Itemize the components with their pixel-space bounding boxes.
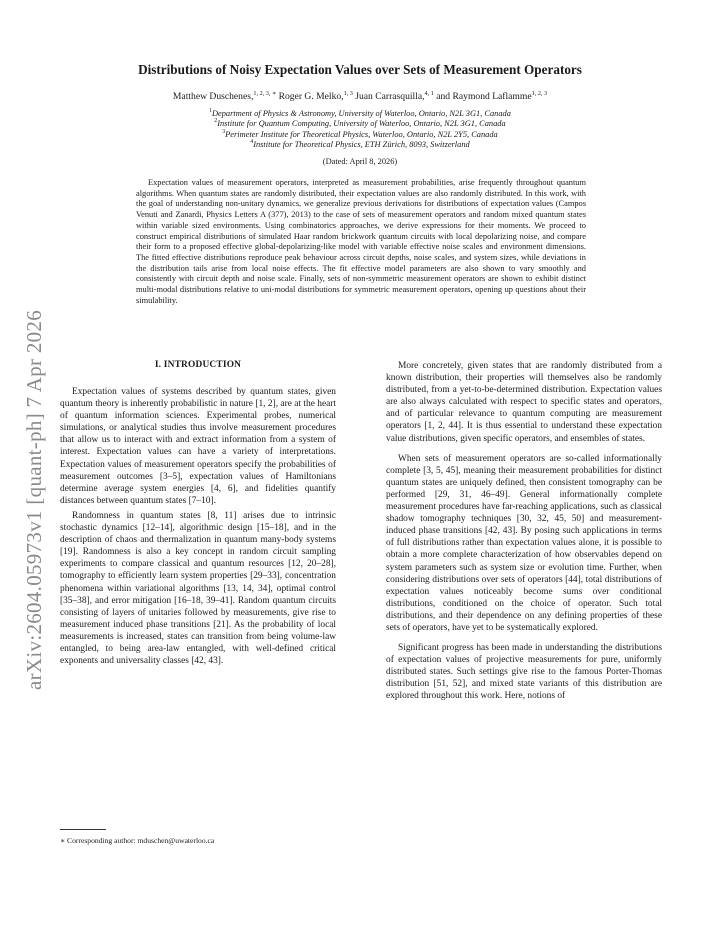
affiliation-line bbox=[60, 140, 660, 150]
right-column bbox=[386, 360, 662, 703]
author-affiliation-marks: 1, 3 bbox=[343, 89, 353, 97]
abstract: Expectation values of measurement operators, interpreted as measurement probabilities, arise frequently throughout quantum algorithms. When quantum states are randomly distributed, their expectation values are also randomly distributed. In this work, with the goal of understanding non-unitary dynamics, we generalize previous derivations for distributions of expectation values (Campos Venuti and Zanardi, Physics Letters A (377), 2013) to the case of sets of measurement operators and random mixed quantum states within variable sized environments. Using combinatorics approaches, we derive expressions for their moments. We proceed to construct empirical distributions of simulated Haar random brickwork quantum circuits with local depolarizing noise, and compare their form to a proposed effective global-depolarizing-like model with variable effective noise scales and environment dimensions. The fitted effective distributions reproduce peak behaviour across circuit depths, noise scales, and system sizes, while deviations in the distribution tails arise from local noise effects. The fit effective model parameters are also shown to vary smoothly and consistently with circuit depth and noise scale. Finally, sets of non-symmetric measurement operators are shown to exhibit distinct multi-modal distributions relative to uni-modal distributions for symmetric measurement operators, opening up questions about their simulability. bbox=[136, 178, 586, 305]
affiliation-number: 4 bbox=[250, 139, 254, 146]
affiliation-text: Institute for Theoretical Physics, ETH Zürich, 8093, Switzerland bbox=[253, 139, 470, 149]
affiliation-text: Department of Physics & Astronomy, University of Waterloo, Ontario, N2L 3G1, Canada bbox=[211, 109, 511, 118]
author-affiliation-marks: 1, 2, 3, ∗ bbox=[253, 89, 277, 97]
affiliation-number: 2 bbox=[214, 118, 218, 125]
affiliation-text: Institute for Quantum Computing, University of Waterloo, Ontario, N2L 3G1, Canada bbox=[217, 119, 506, 129]
arxiv-identifier: arXiv:2604.05973v1 [quant-ph] 7 Apr 2026 bbox=[22, 309, 46, 690]
affiliation-list bbox=[60, 109, 660, 150]
left-column bbox=[60, 386, 336, 667]
affiliation-line bbox=[60, 130, 660, 140]
author-affiliation-marks: 1, 2, 3 bbox=[531, 89, 548, 97]
affiliation-line bbox=[60, 119, 660, 129]
dated-line: (Dated: April 8, 2026) bbox=[322, 157, 398, 166]
footnote: ∗ Corresponding author: mduschen@uwaterloo.ca bbox=[60, 836, 215, 845]
body-paragraph: More concretely, given states that are randomly distributed from a known distribution, their properties will themselves also be randomly distributed, from a yet-to-be-determined distribution. Expectation values are also always calculated with respect to specific states and operators, and of particular relevance to quantum computing are measurement operators [1, 2, 44]. It is thus essential to understand these expectation value distributions, given specific operators, and ensembles of states. bbox=[386, 361, 662, 444]
author-name: Juan Carrasquilla, bbox=[355, 91, 425, 102]
author-list bbox=[60, 91, 660, 103]
author-name: and Raymond Laflamme bbox=[436, 91, 532, 102]
affiliation-number: 1 bbox=[209, 108, 212, 115]
body-paragraph: Significant progress has been made in understanding the distributions of expectation values of projective measurements for pure, uniformly distributed states. Such settings give rise to the famous Porter-Thomas distribution [51, 52], and mixed state variants of this distribution are explored throughout this work. Here, notions of bbox=[386, 643, 662, 702]
arxiv-sidebar-stamp bbox=[22, 250, 47, 690]
author-name: Roger G. Melko, bbox=[278, 91, 344, 102]
footnote-divider bbox=[60, 829, 106, 830]
affiliation-text: Perimeter Institute for Theoretical Physics, Waterloo, Ontario, N2L 2Y5, Canada bbox=[225, 129, 498, 139]
body-paragraph: Randomness in quantum states [8, 11] arises due to intrinsic stochastic dynamics [12–14], algorithmic design [15–18], and in the description of chaos and thermalization in quantum many-body systems [19]. Randomness is also a key concept in random circuit sampling experiments to compare classical and quantum resources [12, 20–28], tomography to efficiently learn system properties [29–33], concentration phenomena within variational algorithms [13, 14, 34], optimal control [35–38], and error mitigation [16–18, 39–41]. Random quantum circuits consisting of layers of unitaries followed by measurements, give rise to measurement induced phase transitions [21]. As the probability of local measurements is increased, states can transition from being volume-law entangled, to being area-law entangled, with well-defined critical exponents and universality classes [42, 43]. bbox=[60, 510, 336, 667]
body-paragraph: When sets of measurement operators are so-called informationally complete [3, 5, 45], meaning their measurement probabilities for distinct quantum states are uniquely defined, then consistent tomography can be performed [29, 31, 46–49]. General informationally complete measurement procedures have far-reaching applications, such as classical shadow tomography techniques [30, 32, 45, 50] and measurement-induced phase transitions [42, 43]. By posing such applications in terms of full distributions rather than expectation values alone, it is possible to obtain a more complete characterization of how observables depend on system parameters such as system size or evolution time. Further, when considering distributions over sets of operators [44], total distributions of expectation values noticeably become sums over conditional distributions, conditioned on the choice of operator. Such total distributions, and their dependence on any defining properties of these sets of operators, have yet to be systematically explored. bbox=[386, 453, 662, 633]
section-heading: I. INTRODUCTION bbox=[154, 360, 242, 370]
affiliation-number: 3 bbox=[222, 128, 226, 135]
affiliation-line bbox=[60, 109, 660, 119]
body-paragraph: Expectation values of systems described by quantum states, given quantum theory is inherently probabilistic in nature [1, 2], are at the heart of quantum information sciences. Experimental probes, numerical simulations, or analytical studies thus involve measurement procedures that allow us to interact with and extract information from a system of interest. Expectation values can have a variety of interpretations. Expectation values of measurement operators specify the probabilities of measurement outcomes [3–5], expectation values of Hamiltonians determine average system energies [4, 6], and fidelities quantify distances between quantum states [7–10]. bbox=[60, 387, 336, 506]
author-affiliation-marks: 4, 1 bbox=[424, 89, 434, 97]
paper-title: Distributions of Noisy Expectation Values over Sets of Measurement Operators bbox=[138, 62, 582, 77]
author-name: Matthew Duschenes, bbox=[172, 91, 254, 102]
